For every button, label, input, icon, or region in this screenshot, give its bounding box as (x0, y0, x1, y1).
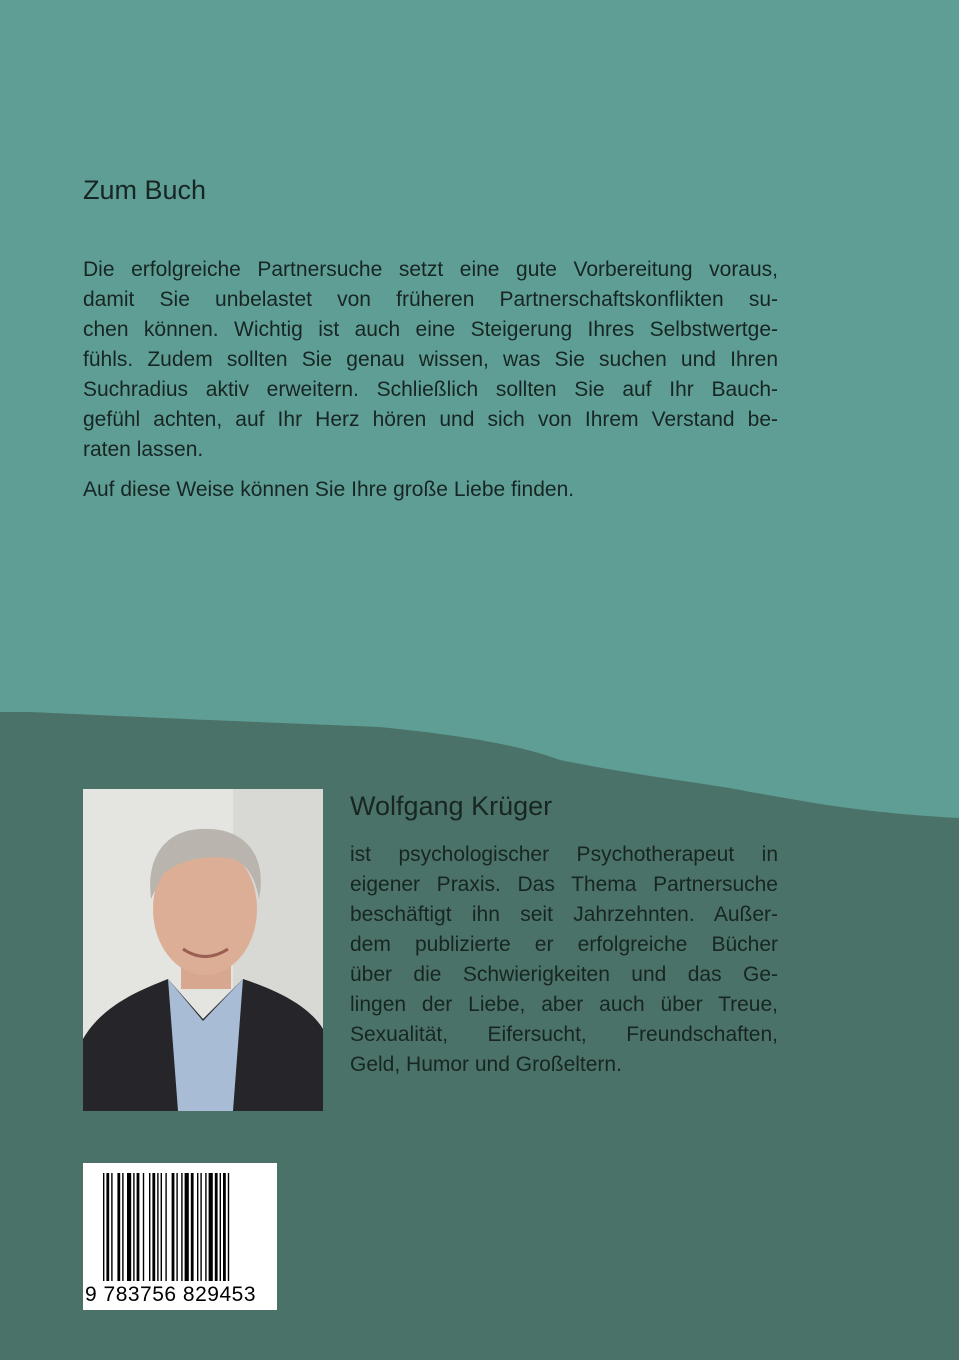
barcode-bar (181, 1173, 182, 1281)
barcode-bar (106, 1173, 109, 1281)
barcode-bar (197, 1173, 198, 1281)
barcode-bar (176, 1173, 177, 1281)
barcode-bar (205, 1173, 206, 1281)
barcode-bar (191, 1173, 194, 1281)
text-line: raten lassen. (83, 438, 204, 461)
text-line: über die Schwierigkeiten und das Ge- (350, 963, 778, 986)
barcode-bar (157, 1173, 158, 1281)
about-book-closing (83, 475, 778, 505)
author-name: Wolfgang Krüger (350, 791, 553, 821)
barcode-bar (137, 1173, 140, 1281)
barcode-bar (209, 1173, 213, 1281)
text-line: fühls. Zudem sollten Sie genau wissen, was Sie suchen und Ihren (83, 348, 778, 371)
barcode-bar (127, 1173, 131, 1281)
author-photo (83, 789, 323, 1111)
barcode-bar (228, 1173, 229, 1281)
text-line: Geld, Humor und Großeltern. (350, 1053, 622, 1076)
barcode-bar (165, 1173, 166, 1281)
text-line: gefühl achten, auf Ihr Herz hören und sich von Ihrem Verstand be- (83, 408, 778, 431)
text-line: beschäftigt ihn seit Jahrzehnten. Außer- (350, 903, 778, 926)
barcode-bar (185, 1173, 189, 1281)
barcode-bar (172, 1173, 175, 1281)
barcode-bar (215, 1173, 218, 1281)
text-line: Auf diese Weise können Sie Ihre große Liebe finden. (83, 478, 575, 501)
isbn-number: 9 783756 829453 (85, 1283, 256, 1306)
about-book-heading: Zum Buch (83, 175, 207, 205)
text-line: damit Sie unbelastet von früheren Partnerschaftskonflikten su- (83, 288, 778, 311)
barcode-bar (111, 1173, 112, 1281)
barcode-bar (220, 1173, 221, 1281)
text-line: Sexualität, Eifersucht, Freundschaften, (350, 1023, 778, 1046)
author-bio (350, 840, 778, 1080)
text-line: Die erfolgreiche Partnersuche setzt eine gute Vorbereitung voraus, (83, 258, 778, 281)
barcode-bar (223, 1173, 226, 1281)
barcode-bar (103, 1173, 104, 1281)
barcode-bar (133, 1173, 134, 1281)
about-book-paragraph (83, 255, 778, 465)
text-line: ist psychologischer Psychotherapeut in (350, 843, 778, 866)
text-line: eigener Praxis. Das Thema Partnersuche (350, 873, 778, 896)
text-line: Suchradius aktiv erweitern. Schließlich sollten Sie auf Ihr Bauch- (83, 378, 778, 401)
barcode-bar (143, 1173, 144, 1281)
text-line: dem publizierte er erfolgreiche Bücher (350, 933, 778, 956)
barcode-bar (122, 1173, 123, 1281)
barcode-bar (117, 1173, 120, 1281)
barcode-bar (161, 1173, 162, 1281)
barcode-bar (149, 1173, 150, 1281)
barcode-bar (200, 1173, 201, 1281)
isbn-barcode (83, 1163, 277, 1310)
text-line: chen können. Wichtig ist auch eine Steigerung Ihres Selbstwertge- (83, 318, 778, 341)
text-line: lingen der Liebe, aber auch über Treue, (350, 993, 778, 1016)
barcode-bar (152, 1173, 155, 1281)
